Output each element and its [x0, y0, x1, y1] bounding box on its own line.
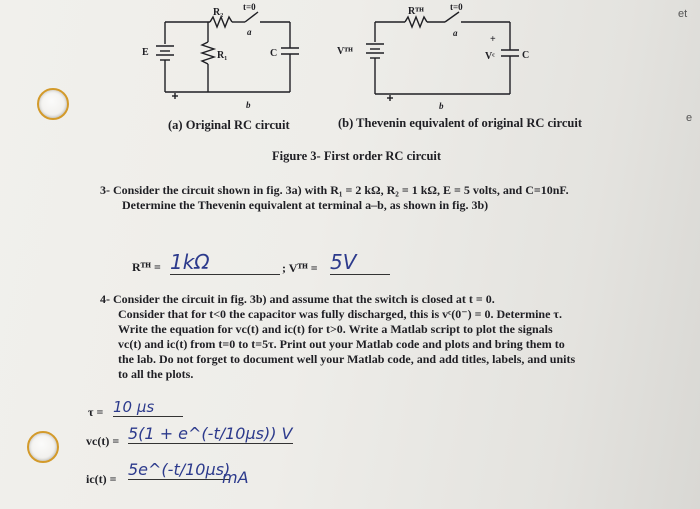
figure-caption: Figure 3- First order RC circuit: [272, 149, 442, 163]
q4-line-6: to all the plots.: [118, 367, 194, 381]
label-vc-plus: +: [490, 34, 496, 45]
caption-b: (b) Thevenin equivalent of original RC circuit: [338, 116, 582, 130]
tau-answer: 10 µs: [113, 398, 183, 417]
q4-line-4: vc(t) and ic(t) from t=0 to t=5τ. Print out your Matlab code and plots and bring them to: [118, 337, 565, 351]
label-cap-c-b: C: [522, 50, 530, 61]
edge-text-top-right: et: [678, 8, 688, 20]
label-node-b-b: b: [439, 101, 444, 111]
circuit-original-rc: [140, 2, 310, 112]
binder-hole-top: [37, 88, 69, 120]
q4-line-3: Write the equation for vc(t) and ic(t) for t>0. Write a Matlab script to plot the signals: [118, 322, 553, 336]
label-r1: R₁: [217, 50, 228, 61]
label-switch-a: t=0: [243, 2, 256, 12]
q4-line-1: 4- Consider the circuit in fig. 3b) and assume that the switch is closed at t = 0.: [100, 292, 495, 306]
label-node-a-b: a: [453, 28, 458, 38]
rth-label: Rᵀᴴ =: [132, 260, 161, 274]
question-3: [100, 183, 569, 213]
q3-line-1: 3- Consider the circuit shown in fig. 3a) with R₁ = 2 kΩ, R₂ = 1 kΩ, E = 5 volts, and C=10nF.: [100, 183, 569, 197]
q4-line-2: Consider that for t<0 the capacitor was fully discharged, this is vᶜ(0⁻) = 0. Determine τ.: [118, 307, 562, 321]
label-vth: Vᵀᴴ: [337, 46, 353, 57]
label-r2: R₂: [213, 7, 224, 18]
tau-label: τ =: [88, 405, 104, 419]
ic-label: ic(t) =: [86, 472, 117, 486]
vc-answer: 5(1 + e^(-t/10µs)) V: [128, 424, 293, 443]
label-node-b: b: [246, 100, 251, 110]
vc-label: vc(t) =: [86, 434, 120, 448]
label-vc: Vᶜ: [485, 51, 495, 62]
rth-answer: 1kΩ: [170, 250, 280, 275]
label-rth: Rᵀᴴ: [408, 6, 424, 17]
vth-answer: 5V: [330, 250, 390, 275]
q3-line-2: Determine the Thevenin equivalent at terminal a–b, as shown in fig. 3b): [122, 198, 489, 212]
circuit-thevenin-rc: [335, 2, 530, 112]
label-source-e: E: [142, 47, 149, 58]
ic-answer: 5e^(-t/10µs): [128, 460, 231, 479]
binder-hole-bottom: [27, 431, 59, 463]
label-node-a: a: [247, 27, 252, 37]
label-switch-b: t=0: [450, 2, 463, 12]
edge-text-mid-right: e: [686, 112, 693, 124]
ic-unit: mA: [222, 468, 249, 487]
question-4: [100, 292, 575, 382]
label-cap-c: C: [270, 48, 278, 59]
q4-line-5: the lab. Do not forget to document well your Matlab code, and add titles, labels, and units: [118, 352, 576, 366]
vth-label: ; Vᵀᴴ =: [282, 261, 318, 275]
caption-a: (a) Original RC circuit: [168, 118, 290, 132]
